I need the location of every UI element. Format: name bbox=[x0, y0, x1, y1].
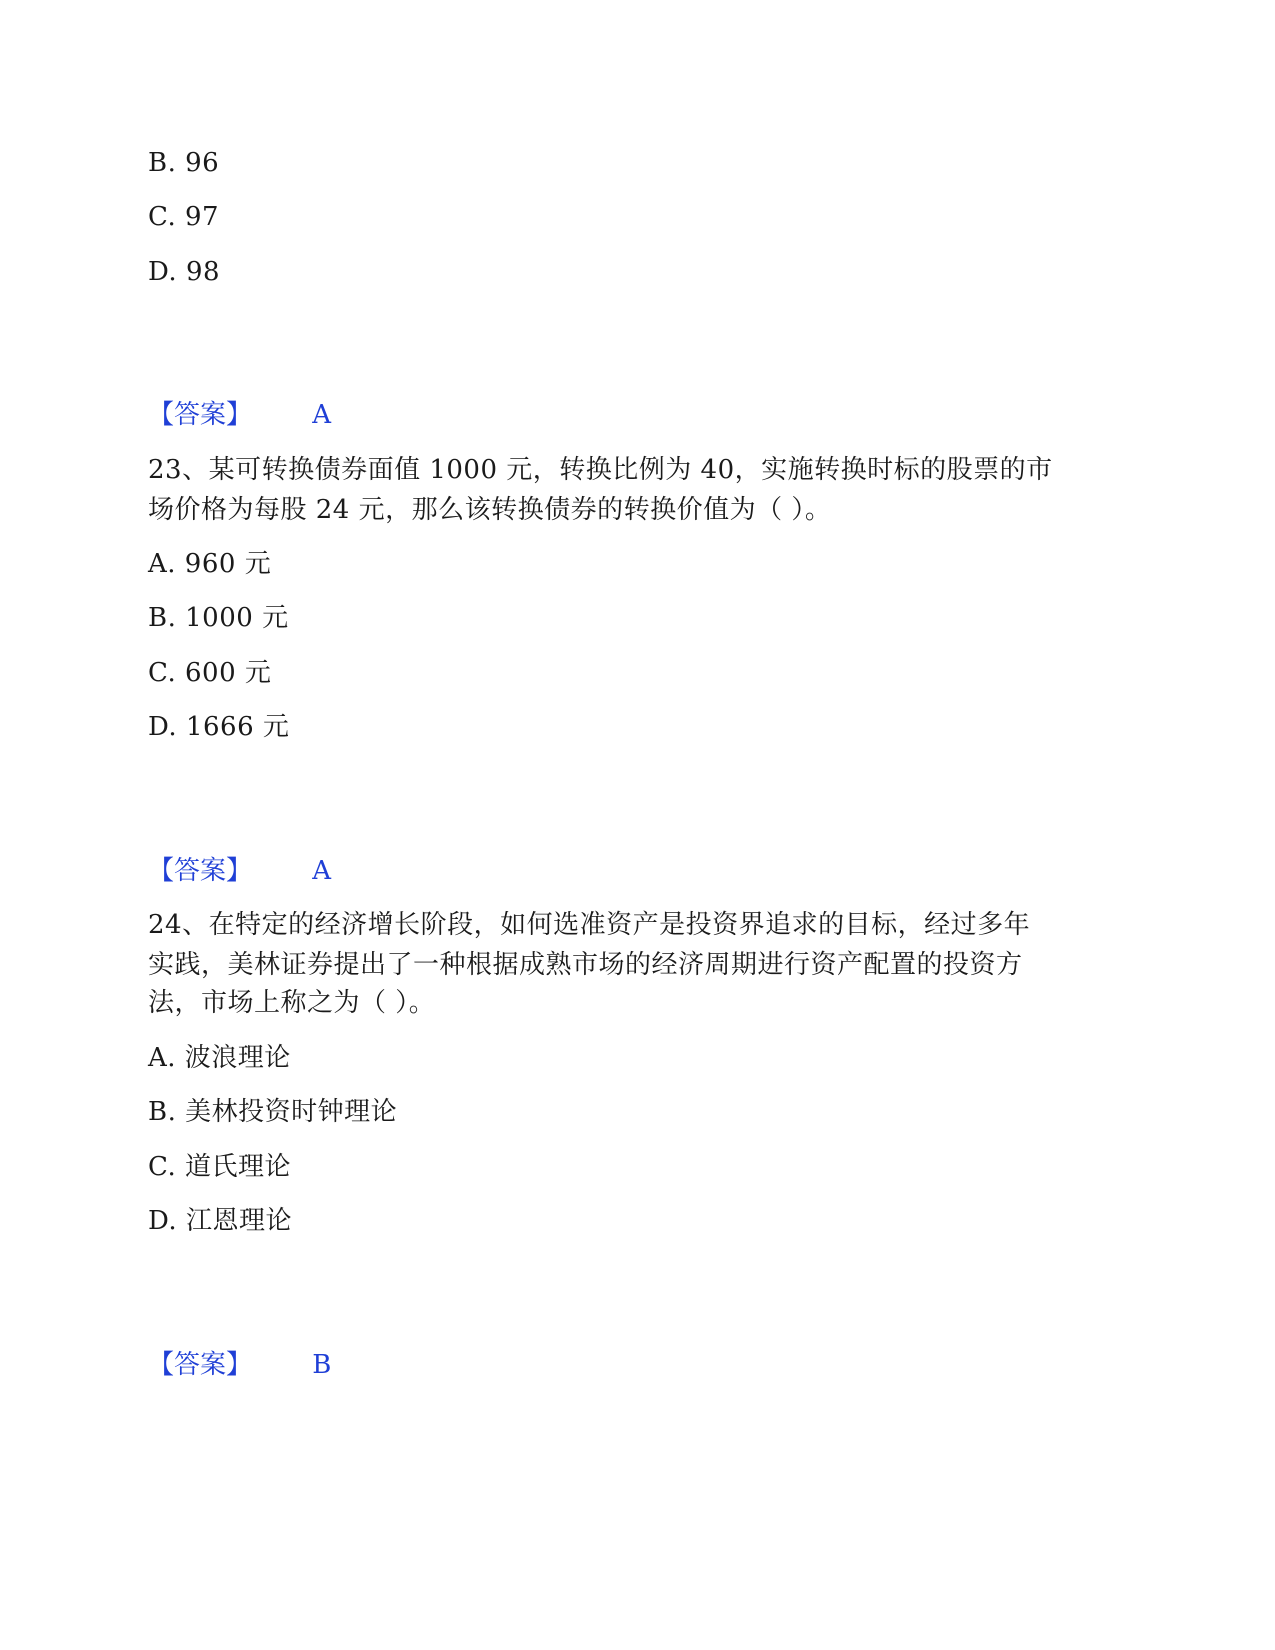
q24-option-d: D. 江恩理论 bbox=[148, 1206, 292, 1236]
q23-answer-label: 【答案】 bbox=[148, 856, 253, 886]
q24-stem-line-3: 法，市场上称之为（ ）。 bbox=[148, 988, 436, 1018]
q24-answer-value: B bbox=[312, 1350, 332, 1380]
q22-answer-label: 【答案】 bbox=[148, 400, 253, 430]
q23-option-b: B. 1000 元 bbox=[148, 603, 289, 633]
q24-option-c: C. 道氏理论 bbox=[148, 1152, 291, 1182]
q23-stem-line-2: 场价格为每股 24 元，那么该转换债券的转换价值为（ ）。 bbox=[148, 495, 832, 525]
q22-answer bbox=[148, 398, 331, 432]
q23-answer-value: A bbox=[312, 856, 332, 886]
q24-answer-label: 【答案】 bbox=[148, 1350, 253, 1380]
q22-option-d: D. 98 bbox=[148, 257, 221, 287]
q24-stem-line-2: 实践，美林证券提出了一种根据成熟市场的经济周期进行资产配置的投资方 bbox=[148, 950, 1023, 980]
q24-option-b: B. 美林投资时钟理论 bbox=[148, 1097, 398, 1127]
q22-option-b: B. 96 bbox=[148, 148, 220, 178]
q23-answer bbox=[148, 854, 331, 888]
q22-answer-value: A bbox=[312, 400, 332, 430]
q24-stem-line-1: 24、在特定的经济增长阶段，如何选准资产是投资界追求的目标，经过多年 bbox=[148, 910, 1031, 940]
q24-option-a: A. 波浪理论 bbox=[148, 1043, 291, 1073]
q23-option-a: A. 960 元 bbox=[148, 549, 272, 579]
q23-stem-line-1: 23、某可转换债券面值 1000 元，转换比例为 40，实施转换时标的股票的市 bbox=[148, 455, 1053, 485]
q22-option-c: C. 97 bbox=[148, 202, 220, 232]
q24-answer bbox=[148, 1348, 331, 1382]
q23-option-c: C. 600 元 bbox=[148, 658, 272, 688]
q23-option-d: D. 1666 元 bbox=[148, 712, 290, 742]
